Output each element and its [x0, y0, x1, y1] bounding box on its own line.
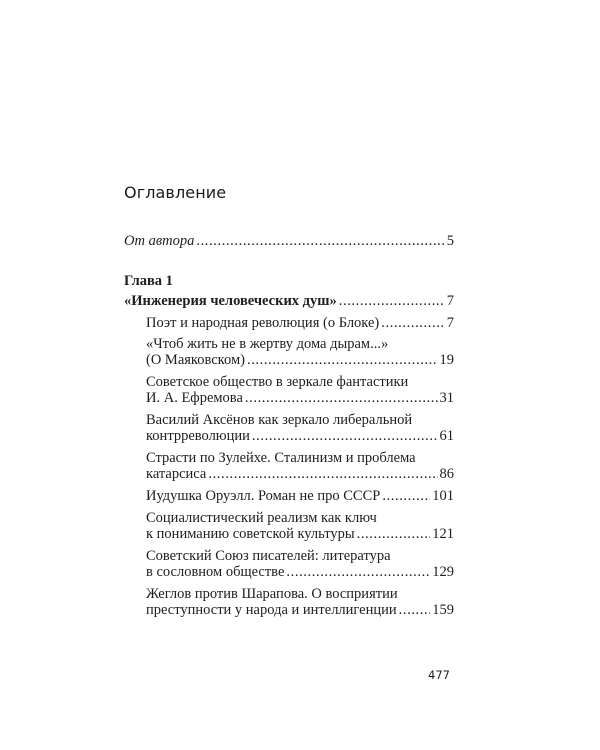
toc-entry	[146, 464, 454, 484]
chapter-title: «Инженерия человеческих душ»	[124, 293, 337, 309]
toc-entry-page: 86	[439, 466, 454, 482]
toc-entry	[146, 486, 454, 506]
toc-entry-title-line2: катарсиса	[146, 466, 207, 482]
dot-leader	[245, 388, 438, 408]
toc-entry-title-line2: (О Маяковском)	[146, 352, 245, 368]
toc-entry-title-line2: в сословном обществе	[146, 564, 285, 580]
toc-entry	[146, 562, 454, 582]
toc-entry	[146, 350, 454, 370]
toc-entry-page: 5	[446, 233, 454, 249]
chapter-label: Глава 1	[124, 273, 173, 289]
toc-entry-title-line2: И. А. Ефремова	[146, 390, 243, 406]
dot-leader	[196, 231, 444, 251]
toc-entry-page: 101	[432, 488, 454, 504]
dot-leader	[339, 291, 445, 311]
toc-entry-page: 129	[432, 564, 454, 580]
dot-leader	[252, 426, 438, 446]
toc-entry-chapter	[124, 291, 454, 311]
toc-entry-page: 159	[432, 602, 454, 618]
toc-entry-title-line1: «Чтоб жить не в жертву дома дырам...»	[146, 336, 389, 352]
toc-entry-title-line2: к пониманию советской культуры	[146, 526, 355, 542]
dot-leader	[208, 464, 437, 484]
toc-entry-page: 7	[446, 315, 454, 331]
toc-entry	[146, 313, 454, 333]
toc-entry-page: 61	[439, 428, 454, 444]
dot-leader	[381, 313, 444, 333]
toc-entry-title-line2: контрреволюции	[146, 428, 250, 444]
toc-entry-title: Поэт и народная революция (о Блоке)	[146, 315, 380, 331]
toc-entry-title-line1: Социалистический реализм как ключ	[146, 510, 377, 526]
toc-entry-preface	[124, 231, 454, 251]
toc-entry-title-line1: Жеглов против Шарапова. О восприятии	[146, 586, 398, 602]
toc-entry-title-line1: Василий Аксёнов как зеркало либеральной	[146, 412, 413, 428]
toc-entry-page: 121	[432, 526, 454, 542]
toc-entry-title: Иудушка Оруэлл. Роман не про СССР	[146, 488, 381, 504]
toc-entry-page: 19	[439, 352, 454, 368]
toc-heading: Оглавление	[124, 183, 227, 202]
dot-leader	[247, 350, 438, 370]
dot-leader	[382, 486, 430, 506]
dot-leader	[399, 600, 431, 620]
toc-entry-page: 7	[446, 293, 454, 309]
toc-entry-title-line1: Советский Союз писателей: литература	[146, 548, 391, 564]
toc-entry-title-line2: преступности у народа и интеллигенции	[146, 602, 397, 618]
toc-entry-title: От автора	[124, 233, 195, 249]
toc-entry	[146, 600, 454, 620]
toc-entry-page: 31	[439, 390, 454, 406]
dot-leader	[357, 524, 431, 544]
toc-entry	[146, 388, 454, 408]
dot-leader	[286, 562, 430, 582]
toc-entry	[146, 524, 454, 544]
page-number: 477	[428, 668, 450, 682]
toc-entry-title-line1: Страсти по Зулейхе. Сталинизм и проблема	[146, 450, 416, 466]
toc-entry-title-line1: Советское общество в зеркале фантастики	[146, 374, 409, 390]
toc-entry	[146, 426, 454, 446]
